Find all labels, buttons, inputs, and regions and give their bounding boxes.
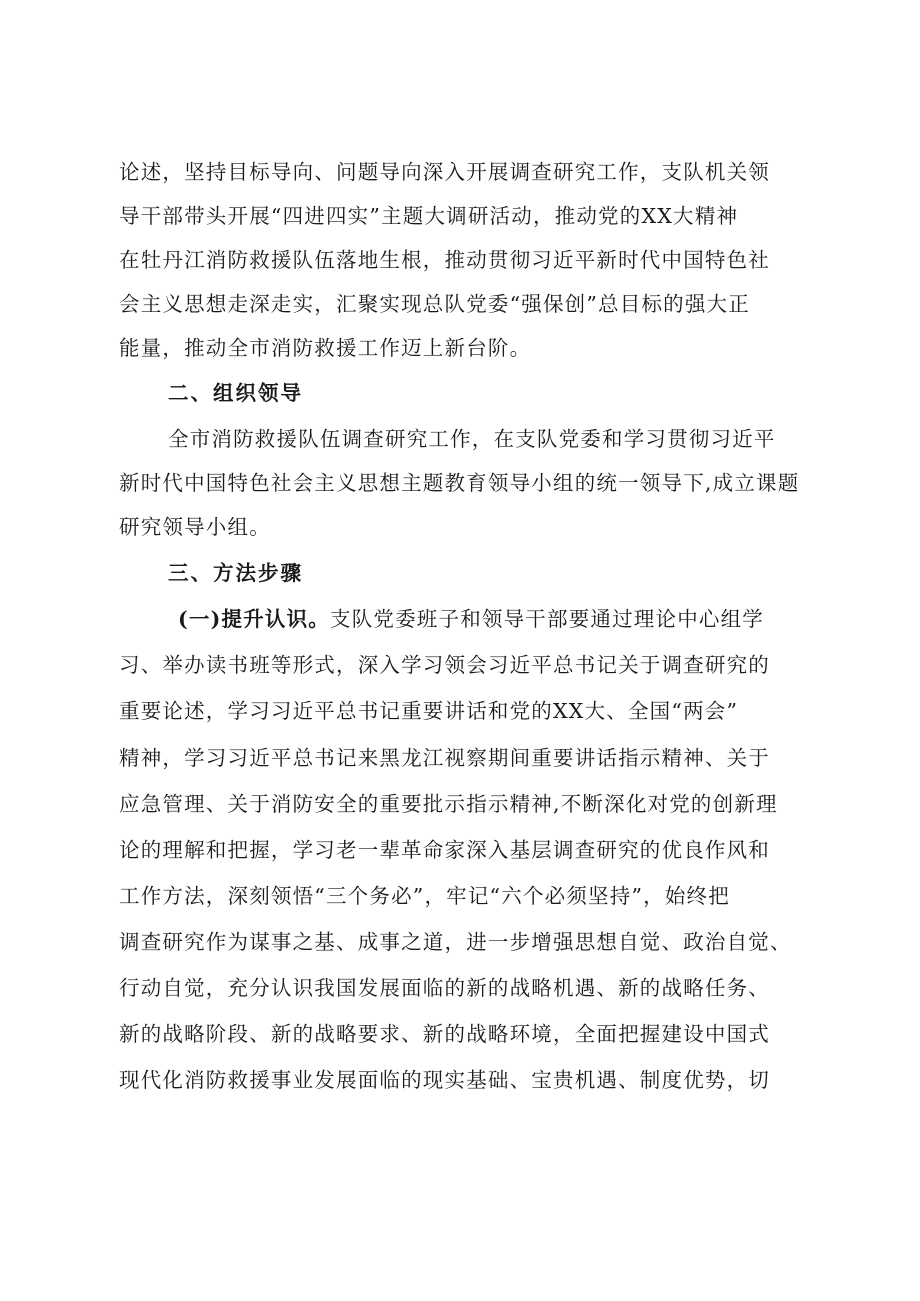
paragraph-line-item1 [178, 606, 898, 632]
paragraph-line: 论的理解和把握，学习老一辈革命家深入基层调查研究的优良作风和 [119, 838, 770, 862]
paragraph-line: 导干部带头开展“四进四实”主题大调研活动，推动党的XX大精神 [119, 204, 739, 228]
item1-first-rest: 支队党委班子和领导干部要通过理论中心组学 [330, 607, 764, 631]
paragraph-line: 重要论述，学习习近平总书记重要讲话和党的XX大、全国“两会” [119, 699, 739, 723]
paragraph-line: 会主义思想走深走实，汇聚实现总队党委“强保创”总目标的强大正 [119, 292, 750, 316]
paragraph-line: 应急管理、关于消防安全的重要批示指示精神,不断深化对党的创新理 [119, 792, 778, 816]
section-heading-methods: 三、方法步骤 [168, 561, 303, 585]
section-heading-organization: 二、组织领导 [168, 381, 303, 405]
paragraph-line: 现代化消防救援事业发展面临的现实基础、宝贵机遇、制度优势，切 [119, 1068, 770, 1092]
paragraph-line: 研究领导小组。 [119, 515, 271, 539]
paragraph-line: 调查研究作为谋事之基、成事之道，进一步增强思想自觉、政治自觉、 [119, 930, 792, 954]
item1-bold-title: (一)提升认识。 [178, 607, 330, 631]
paragraph-line: 行动自觉，充分认识我国发展面临的新的战略机遇、新的战略任务、 [119, 976, 770, 1000]
paragraph-line: 习、举办读书班等形式，深入学习领会习近平总书记关于调查研究的 [119, 653, 770, 677]
paragraph-line: 工作方法，深刻领悟“三个务必”，牢记“六个必须坚持”，始终把 [119, 884, 730, 908]
paragraph-line: 论述，坚持目标导向、问题导向深入开展调查研究工作，支队机关领 [119, 160, 770, 184]
paragraph-line: 新时代中国特色社会主义思想主题教育领导小组的统一领导下,成立课题 [119, 471, 800, 495]
paragraph-line: 新的战略阶段、新的战略要求、新的战略环境，全面把握建设中国式 [119, 1022, 770, 1046]
paragraph-line: 全市消防救援队伍调查研究工作，在支队党委和学习贯彻习近平 [168, 427, 776, 451]
paragraph-line: 能量，推动全市消防救援工作迈上新台阶。 [119, 336, 532, 360]
paragraph-line: 在牡丹江消防救援队伍落地生根，推动贯彻习近平新时代中国特色社 [119, 248, 770, 272]
paragraph-line: 精神，学习习近平总书记来黑龙江视察期间重要讲话指示精神、关于 [119, 746, 770, 770]
